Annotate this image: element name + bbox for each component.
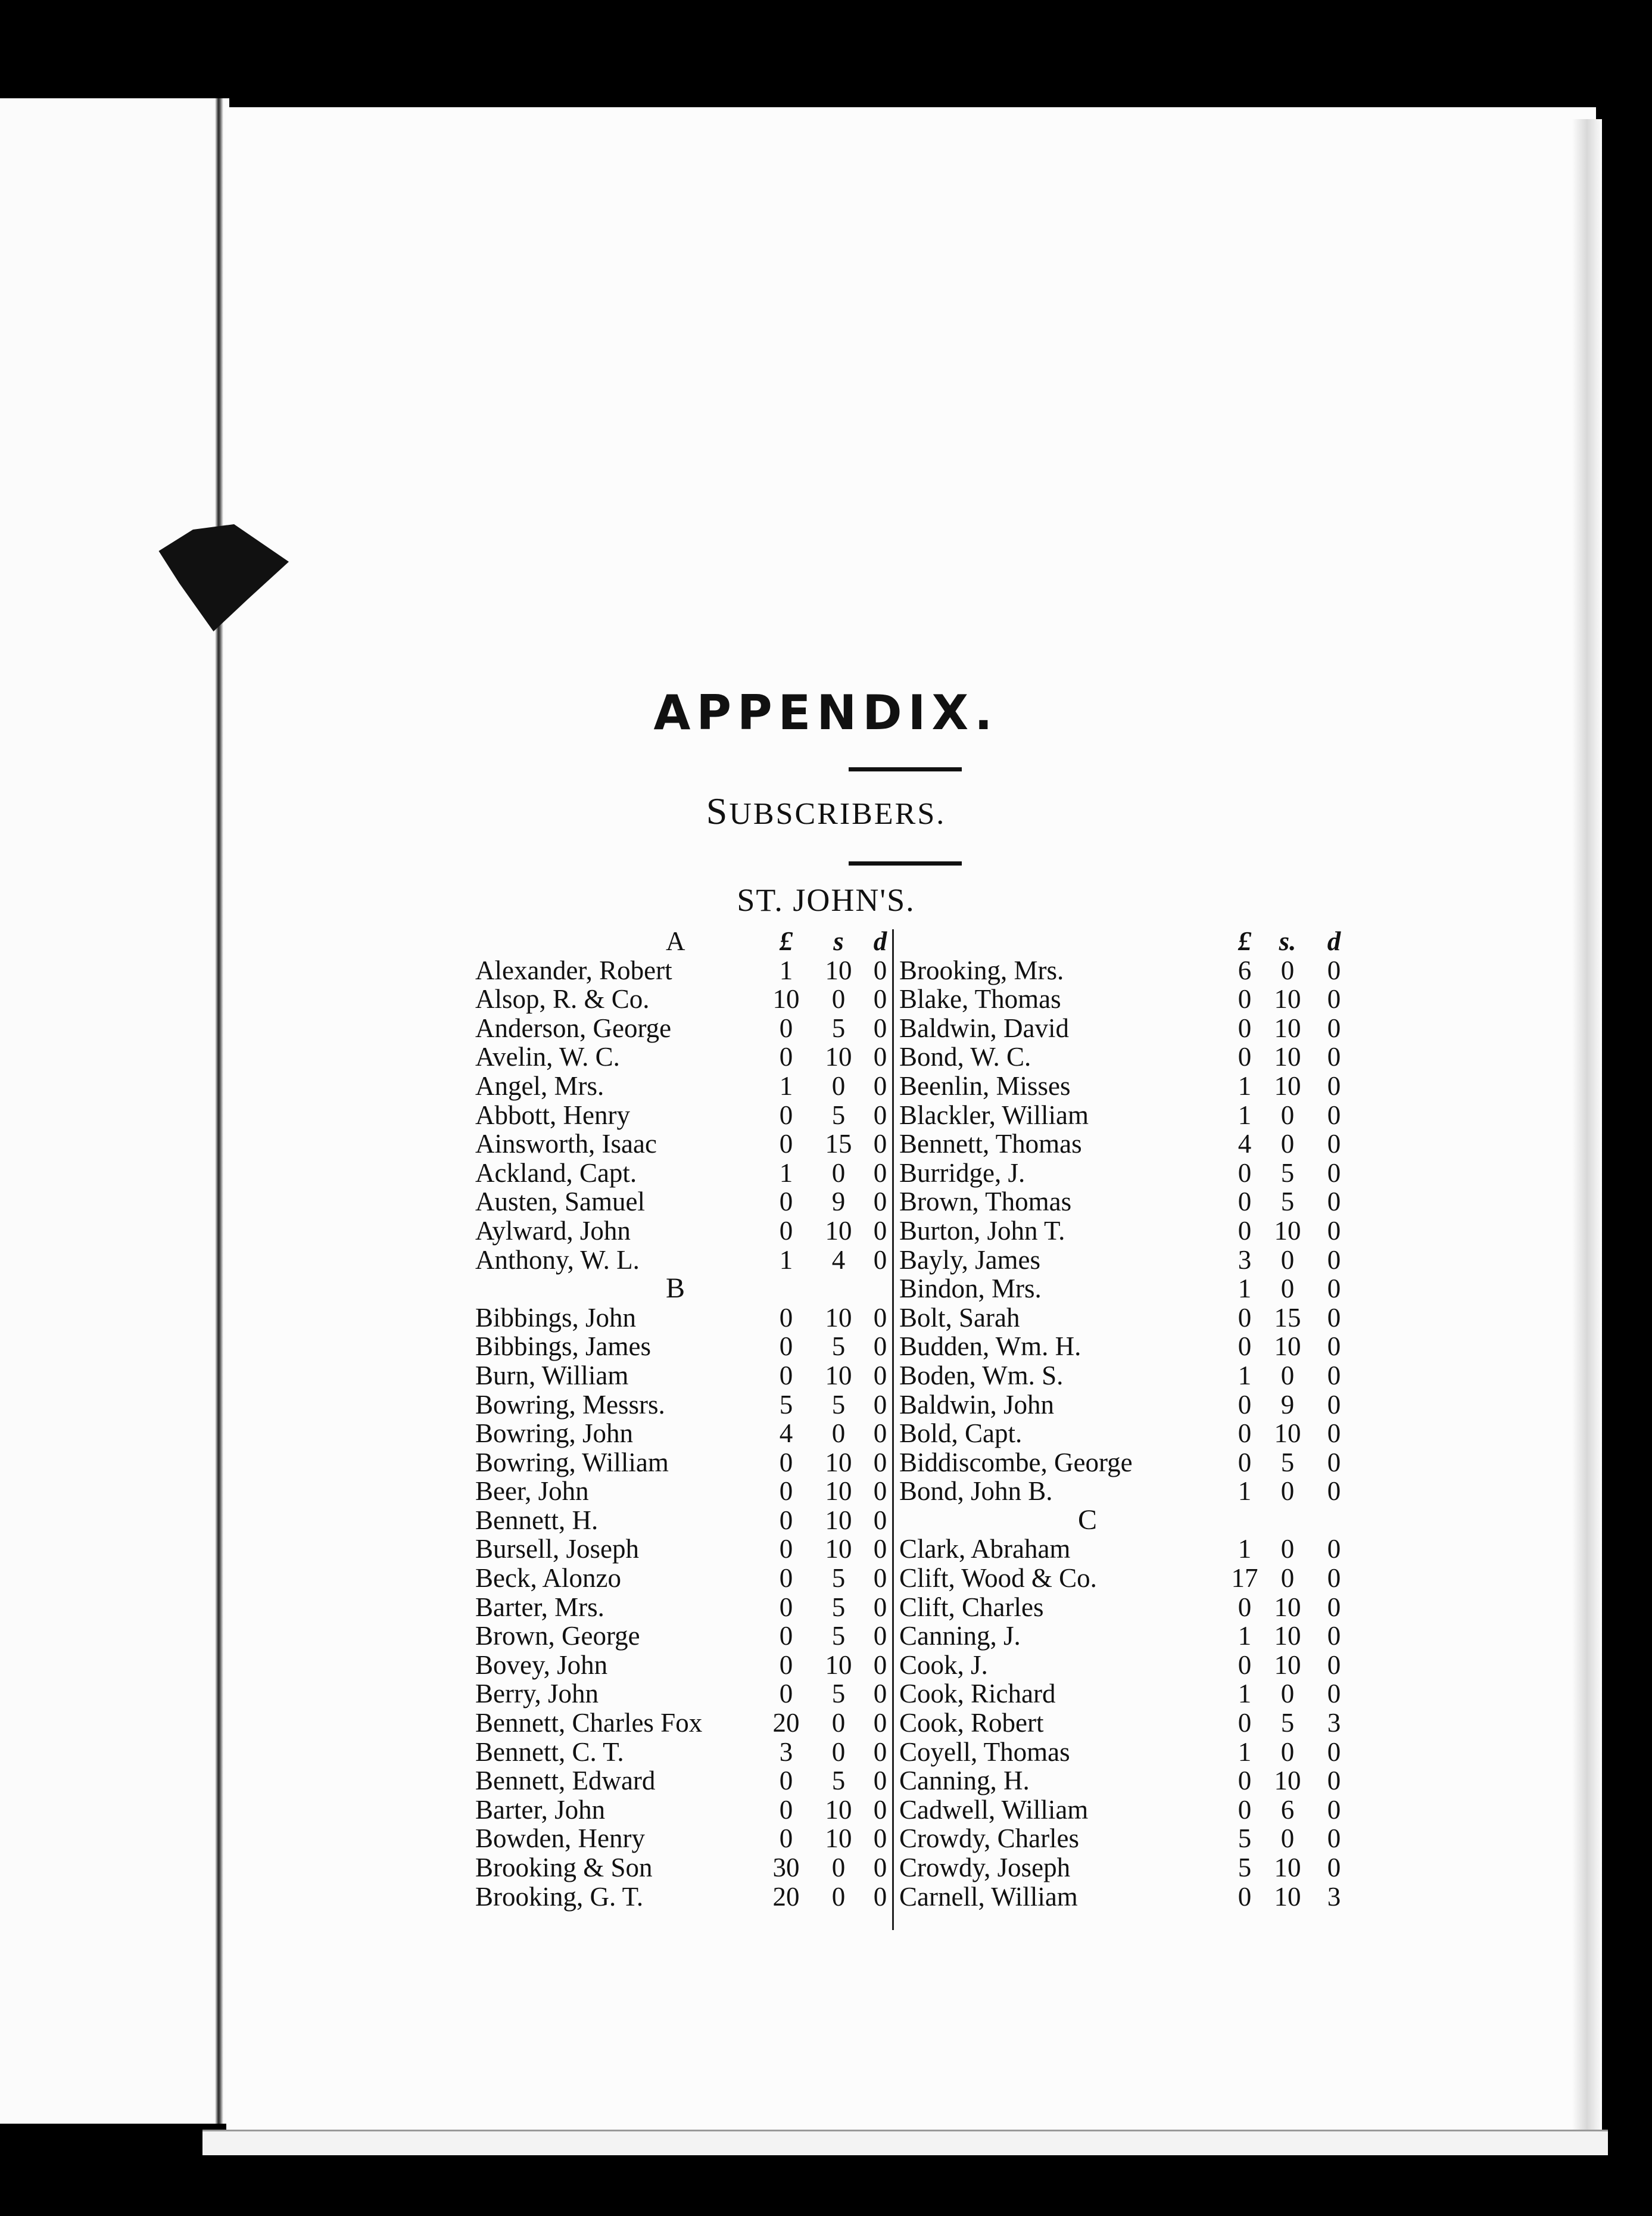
pounds-value: 0 xyxy=(779,1187,793,1217)
subscriber-name: Bursell, Joseph xyxy=(475,1534,639,1564)
subscriber-name: Bibbings, James xyxy=(475,1331,652,1362)
pence-value: 0 xyxy=(873,1505,887,1535)
subscriber-name: Bowring, Messrs. xyxy=(475,1389,665,1420)
shillings-value: 10 xyxy=(1274,1881,1301,1912)
subscriber-name: Bond, John B. xyxy=(899,1476,1053,1507)
subscriber-name: Bovey, John xyxy=(475,1649,608,1680)
shillings-value: 5 xyxy=(1280,1187,1295,1217)
subscriber-name: Beer, John xyxy=(475,1476,589,1507)
subscriber-name: Brooking, Mrs. xyxy=(899,955,1064,985)
pence-value: 0 xyxy=(1327,1534,1341,1564)
shillings-value: 0 xyxy=(1280,1736,1295,1767)
pounds-value: 20 xyxy=(772,1708,800,1738)
pounds-value: 1 xyxy=(779,955,793,985)
subscriber-name: Abbott, Henry xyxy=(475,1100,630,1130)
subscriber-name: Cook, Richard xyxy=(899,1679,1056,1709)
shillings-value: 10 xyxy=(1274,1013,1301,1043)
subscriber-name: Clift, Wood & Co. xyxy=(899,1563,1097,1593)
pounds-value: 1 xyxy=(1238,1100,1252,1130)
pence-value: 0 xyxy=(873,1592,887,1622)
subscriber-name: Bolt, Sarah xyxy=(899,1302,1020,1333)
subscriber-name: Beck, Alonzo xyxy=(475,1563,621,1593)
subscriber-name: Bindon, Mrs. xyxy=(899,1274,1042,1304)
subscriber-name: Berry, John xyxy=(475,1679,599,1709)
pence-value: 0 xyxy=(1327,1621,1341,1651)
pence-value: 0 xyxy=(1327,1766,1341,1796)
pence-value: 0 xyxy=(1327,1215,1341,1246)
shillings-value: 0 xyxy=(1280,1476,1295,1507)
pence-value: 0 xyxy=(873,1447,887,1477)
shillings-value: 0 xyxy=(1280,1274,1295,1304)
pence-value: 0 xyxy=(873,1360,887,1390)
pounds-value: 0 xyxy=(1238,1418,1252,1449)
pounds-value: 0 xyxy=(779,1100,793,1130)
pence-value: 0 xyxy=(873,1215,887,1246)
pounds-value: 0 xyxy=(1238,1592,1252,1622)
shillings-value: 5 xyxy=(831,1766,846,1796)
pence-value: 0 xyxy=(1327,1070,1341,1101)
page-edge-shadow xyxy=(1572,119,1602,2145)
pence-value: 0 xyxy=(873,1244,887,1275)
shillings-value: 10 xyxy=(825,1042,852,1072)
subscriber-name: Austen, Samuel xyxy=(475,1187,645,1217)
pounds-value: 1 xyxy=(1238,1070,1252,1101)
shillings-value: 0 xyxy=(831,1157,846,1188)
pence-value: 0 xyxy=(1327,1331,1341,1362)
pence-value: 0 xyxy=(1327,1592,1341,1622)
pounds-value: 1 xyxy=(1238,1360,1252,1390)
pounds-value: 30 xyxy=(772,1853,800,1882)
shillings-value: 10 xyxy=(825,1476,852,1507)
shillings-value: 10 xyxy=(1274,1766,1301,1796)
pence-value: 3 xyxy=(1327,1881,1341,1912)
pence-value: 0 xyxy=(873,1534,887,1564)
pence-value: 0 xyxy=(873,1563,887,1593)
pounds-value: 5 xyxy=(779,1389,793,1420)
pence-header: d xyxy=(1327,926,1341,956)
shillings-value: 0 xyxy=(1280,955,1295,985)
shillings-value: 10 xyxy=(1274,1331,1301,1362)
pence-value: 0 xyxy=(873,984,887,1014)
shillings-value: 5 xyxy=(831,1679,846,1709)
shillings-value: 10 xyxy=(825,1360,852,1390)
shillings-value: 0 xyxy=(831,1881,846,1912)
subscriber-name: Cook, J. xyxy=(899,1649,988,1680)
pounds-value: 0 xyxy=(1238,1157,1252,1188)
subscriber-name: Cook, Robert xyxy=(899,1708,1044,1738)
shillings-value: 15 xyxy=(1274,1302,1301,1333)
shillings-value: 10 xyxy=(1274,1418,1301,1449)
pounds-value: 10 xyxy=(772,984,800,1014)
shillings-value: 5 xyxy=(1280,1708,1295,1738)
pence-value: 0 xyxy=(873,1302,887,1333)
pounds-value: 1 xyxy=(1238,1274,1252,1304)
pence-value: 0 xyxy=(873,1100,887,1130)
shillings-value: 10 xyxy=(825,1823,852,1854)
pounds-header: £ xyxy=(779,926,793,956)
subtitle-rule xyxy=(849,861,962,866)
shillings-value: 0 xyxy=(1280,1129,1295,1159)
shillings-value: 9 xyxy=(1280,1389,1295,1420)
pence-value: 0 xyxy=(1327,1360,1341,1390)
pounds-value: 0 xyxy=(1238,1331,1252,1362)
pounds-value: 0 xyxy=(1238,1302,1252,1333)
subscriber-name: Crowdy, Charles xyxy=(899,1823,1080,1854)
pounds-value: 4 xyxy=(1238,1129,1252,1159)
shillings-value: 10 xyxy=(1274,1853,1301,1882)
pounds-value: 0 xyxy=(779,1679,793,1709)
pence-value: 0 xyxy=(873,1187,887,1217)
pence-value: 0 xyxy=(873,1070,887,1101)
pence-value: 0 xyxy=(873,1881,887,1912)
pence-value: 0 xyxy=(873,1679,887,1709)
section-heading: ST. JOHN'S. xyxy=(737,882,915,918)
shillings-value: 5 xyxy=(831,1100,846,1130)
pence-value: 0 xyxy=(1327,1823,1341,1854)
pence-value: 0 xyxy=(873,1331,887,1362)
subscriber-name: Ackland, Capt. xyxy=(475,1157,637,1188)
pence-value: 0 xyxy=(873,955,887,985)
shillings-value: 15 xyxy=(825,1129,852,1159)
subscriber-name: Bond, W. C. xyxy=(899,1042,1031,1072)
shillings-value: 10 xyxy=(1274,984,1301,1014)
subtitle-rest: UBSCRIBERS. xyxy=(729,797,946,831)
pounds-value: 3 xyxy=(1238,1244,1252,1275)
shillings-value: 10 xyxy=(825,1215,852,1246)
shillings-value: 10 xyxy=(1274,1649,1301,1680)
pence-value: 0 xyxy=(1327,1187,1341,1217)
pence-value: 0 xyxy=(1327,1649,1341,1680)
shillings-value: 0 xyxy=(1280,1100,1295,1130)
pounds-value: 0 xyxy=(779,1563,793,1593)
subscriber-name: Boden, Wm. S. xyxy=(899,1360,1064,1390)
shillings-header: s. xyxy=(1279,926,1296,956)
pounds-value: 1 xyxy=(1238,1476,1252,1507)
pence-value: 0 xyxy=(1327,1476,1341,1507)
pence-value: 0 xyxy=(873,1129,887,1159)
subscriber-name: Alexander, Robert xyxy=(475,955,672,985)
pounds-value: 0 xyxy=(1238,1447,1252,1477)
subscriber-name: Anthony, W. L. xyxy=(475,1244,640,1275)
letter-heading: B xyxy=(666,1272,685,1305)
shillings-value: 10 xyxy=(825,955,852,985)
subscriber-name: Brooking & Son xyxy=(475,1853,653,1882)
pounds-value: 0 xyxy=(1238,1042,1252,1072)
pence-value: 0 xyxy=(873,1794,887,1825)
shillings-value: 10 xyxy=(825,1302,852,1333)
shillings-value: 0 xyxy=(1280,1534,1295,1564)
subscriber-name: Anderson, George xyxy=(475,1013,672,1043)
pence-value: 0 xyxy=(1327,1389,1341,1420)
pounds-value: 0 xyxy=(779,1215,793,1246)
subscriber-name: Aylward, John xyxy=(475,1215,631,1246)
shillings-value: 10 xyxy=(825,1534,852,1564)
shillings-value: 4 xyxy=(831,1244,846,1275)
pence-value: 0 xyxy=(873,1042,887,1072)
subscriber-name: Avelin, W. C. xyxy=(475,1042,620,1072)
shillings-value: 0 xyxy=(831,1070,846,1101)
pounds-value: 1 xyxy=(1238,1534,1252,1564)
pounds-value: 1 xyxy=(779,1157,793,1188)
subscriber-name: Bennett, Edward xyxy=(475,1766,656,1796)
subscriber-name: Brown, George xyxy=(475,1621,640,1651)
pounds-value: 0 xyxy=(779,1360,793,1390)
shillings-value: 5 xyxy=(831,1621,846,1651)
pence-value: 0 xyxy=(873,1736,887,1767)
subscriber-name: Brooking, G. T. xyxy=(475,1881,644,1912)
pounds-value: 0 xyxy=(1238,1389,1252,1420)
shillings-value: 5 xyxy=(831,1592,846,1622)
shillings-value: 0 xyxy=(1280,1679,1295,1709)
shillings-value: 10 xyxy=(1274,1070,1301,1101)
subscriber-name: Burton, John T. xyxy=(899,1215,1065,1246)
shillings-value: 0 xyxy=(1280,1244,1295,1275)
subscriber-name: Brown, Thomas xyxy=(899,1187,1072,1217)
shillings-value: 10 xyxy=(1274,1592,1301,1622)
pence-value: 0 xyxy=(1327,1563,1341,1593)
shillings-value: 10 xyxy=(1274,1042,1301,1072)
pounds-value: 0 xyxy=(1238,1215,1252,1246)
subscriber-name: Canning, J. xyxy=(899,1621,1021,1651)
subscriber-name: Bennett, C. T. xyxy=(475,1736,624,1767)
shillings-value: 6 xyxy=(1280,1794,1295,1825)
subscriber-name: Bowring, John xyxy=(475,1418,634,1449)
subscriber-name: Clark, Abraham xyxy=(899,1534,1071,1564)
pounds-value: 3 xyxy=(779,1736,793,1767)
subscriber-name: Barter, John xyxy=(475,1794,606,1825)
subscriber-name: Carnell, William xyxy=(899,1881,1078,1912)
pounds-header: £ xyxy=(1238,926,1252,956)
pounds-value: 6 xyxy=(1238,955,1252,985)
shillings-value: 0 xyxy=(831,1708,846,1738)
pounds-value: 0 xyxy=(779,1766,793,1796)
pounds-value: 0 xyxy=(1238,1187,1252,1217)
subscriber-name: Blackler, William xyxy=(899,1100,1089,1130)
shillings-value: 0 xyxy=(831,1418,846,1449)
pence-value: 0 xyxy=(1327,1679,1341,1709)
subscriber-name: Canning, H. xyxy=(899,1766,1030,1796)
subscriber-name: Bayly, James xyxy=(899,1244,1041,1275)
pounds-value: 1 xyxy=(1238,1679,1252,1709)
shillings-value: 0 xyxy=(831,1736,846,1767)
pounds-value: 0 xyxy=(1238,1708,1252,1738)
shillings-value: 5 xyxy=(831,1331,846,1362)
shillings-value: 5 xyxy=(831,1389,846,1420)
shillings-value: 5 xyxy=(1280,1157,1295,1188)
pence-value: 0 xyxy=(1327,955,1341,985)
subscriber-name: Bennett, Charles Fox xyxy=(475,1708,703,1738)
pence-value: 0 xyxy=(873,1823,887,1854)
pounds-value: 0 xyxy=(779,1447,793,1477)
subtitle xyxy=(0,789,1652,833)
pounds-value: 4 xyxy=(779,1418,793,1449)
subscriber-name: Bowring, William xyxy=(475,1447,669,1477)
pounds-value: 0 xyxy=(779,1534,793,1564)
pence-value: 0 xyxy=(1327,1853,1341,1882)
letter-heading: C xyxy=(1078,1504,1098,1536)
pence-value: 0 xyxy=(1327,1447,1341,1477)
subscriber-name: Bibbings, John xyxy=(475,1302,637,1333)
shillings-value: 10 xyxy=(825,1649,852,1680)
pounds-value: 1 xyxy=(1238,1736,1252,1767)
shillings-value: 10 xyxy=(825,1447,852,1477)
pence-value: 0 xyxy=(1327,1157,1341,1188)
pounds-value: 1 xyxy=(779,1244,793,1275)
shillings-value: 5 xyxy=(831,1013,846,1043)
pounds-value: 0 xyxy=(779,1649,793,1680)
pounds-value: 0 xyxy=(1238,984,1252,1014)
pounds-value: 0 xyxy=(779,1794,793,1825)
pence-value: 0 xyxy=(873,1013,887,1043)
page-title: APPENDIX. xyxy=(653,685,999,740)
shillings-value: 10 xyxy=(1274,1621,1301,1651)
subscriber-name: Alsop, R. & Co. xyxy=(475,984,650,1014)
pounds-value: 0 xyxy=(779,1505,793,1535)
shillings-value: 10 xyxy=(825,1505,852,1535)
shillings-value: 10 xyxy=(825,1794,852,1825)
pounds-value: 0 xyxy=(1238,1766,1252,1796)
pence-value: 0 xyxy=(1327,1129,1341,1159)
pence-value: 0 xyxy=(1327,1013,1341,1043)
pounds-value: 0 xyxy=(779,1823,793,1854)
pounds-value: 0 xyxy=(1238,1881,1252,1912)
shillings-value: 5 xyxy=(831,1563,846,1593)
pounds-value: 0 xyxy=(1238,1794,1252,1825)
pence-value: 0 xyxy=(1327,1244,1341,1275)
subscriber-name: Bowden, Henry xyxy=(475,1823,645,1854)
pounds-value: 1 xyxy=(1238,1621,1252,1651)
subscriber-name: Biddiscombe, George xyxy=(899,1447,1133,1477)
subscriber-name: Bennett, H. xyxy=(475,1505,599,1535)
pounds-value: 0 xyxy=(779,1042,793,1072)
subscriber-name: Barter, Mrs. xyxy=(475,1592,604,1622)
pounds-value: 17 xyxy=(1231,1563,1258,1593)
subscriber-name: Bennett, Thomas xyxy=(899,1129,1082,1159)
pounds-value: 1 xyxy=(779,1070,793,1101)
pence-value: 0 xyxy=(873,1649,887,1680)
pence-value: 0 xyxy=(1327,1418,1341,1449)
subscriber-name: Burridge, J. xyxy=(899,1157,1026,1188)
pence-value: 0 xyxy=(873,1157,887,1188)
pounds-value: 0 xyxy=(779,1331,793,1362)
pence-header: d xyxy=(873,926,887,956)
subscriber-name: Crowdy, Joseph xyxy=(899,1853,1071,1882)
pence-value: 0 xyxy=(873,1708,887,1738)
subscriber-name: Beenlin, Misses xyxy=(899,1070,1071,1101)
pounds-value: 20 xyxy=(772,1881,800,1912)
subscriber-name: Baldwin, John xyxy=(899,1389,1055,1420)
binding-edge xyxy=(215,98,223,2124)
pence-value: 0 xyxy=(873,1621,887,1651)
subscriber-name: Angel, Mrs. xyxy=(475,1070,604,1101)
pounds-value: 0 xyxy=(779,1621,793,1651)
pence-value: 0 xyxy=(873,1389,887,1420)
shillings-value: 5 xyxy=(1280,1447,1295,1477)
subscriber-name: Cadwell, William xyxy=(899,1794,1089,1825)
shillings-value: 0 xyxy=(1280,1823,1295,1854)
pence-value: 0 xyxy=(873,1418,887,1449)
pounds-value: 0 xyxy=(779,1592,793,1622)
pence-value: 0 xyxy=(1327,1274,1341,1304)
subscriber-name: Budden, Wm. H. xyxy=(899,1331,1081,1362)
pounds-value: 5 xyxy=(1238,1823,1252,1854)
page-bottom-edge xyxy=(202,2130,1608,2155)
shillings-value: 0 xyxy=(831,984,846,1014)
pence-value: 0 xyxy=(1327,1042,1341,1072)
subscriber-name: Bold, Capt. xyxy=(899,1418,1023,1449)
subscriber-name: Ainsworth, Isaac xyxy=(475,1129,657,1159)
pounds-value: 5 xyxy=(1238,1853,1252,1882)
pounds-value: 0 xyxy=(1238,1649,1252,1680)
shillings-value: 0 xyxy=(831,1853,846,1882)
shillings-value: 10 xyxy=(1274,1215,1301,1246)
subscriber-name: Baldwin, David xyxy=(899,1013,1069,1043)
letter-heading: A xyxy=(666,926,685,956)
subtitle-initial: S xyxy=(706,790,730,832)
shillings-value: 0 xyxy=(1280,1360,1295,1390)
shillings-value: 9 xyxy=(831,1187,846,1217)
subscriber-name: Burn, William xyxy=(475,1360,629,1390)
pence-value: 0 xyxy=(873,1853,887,1882)
pence-value: 0 xyxy=(1327,1736,1341,1767)
pounds-value: 0 xyxy=(779,1013,793,1043)
pounds-value: 0 xyxy=(779,1476,793,1507)
pence-value: 0 xyxy=(1327,1794,1341,1825)
pence-value: 0 xyxy=(873,1766,887,1796)
title-rule xyxy=(849,767,962,771)
subscriber-name: Clift, Charles xyxy=(899,1592,1044,1622)
shillings-value: 0 xyxy=(1280,1563,1295,1593)
subscriber-name: Coyell, Thomas xyxy=(899,1736,1070,1767)
pence-value: 0 xyxy=(873,1476,887,1507)
facing-page xyxy=(0,98,229,2124)
pence-value: 0 xyxy=(1327,1100,1341,1130)
pounds-value: 0 xyxy=(779,1129,793,1159)
pence-value: 3 xyxy=(1327,1708,1341,1738)
subscriber-name: Blake, Thomas xyxy=(899,984,1061,1014)
pounds-value: 0 xyxy=(779,1302,793,1333)
pence-value: 0 xyxy=(1327,1302,1341,1333)
pounds-value: 0 xyxy=(1238,1013,1252,1043)
shillings-header: s xyxy=(833,926,844,956)
pence-value: 0 xyxy=(1327,984,1341,1014)
